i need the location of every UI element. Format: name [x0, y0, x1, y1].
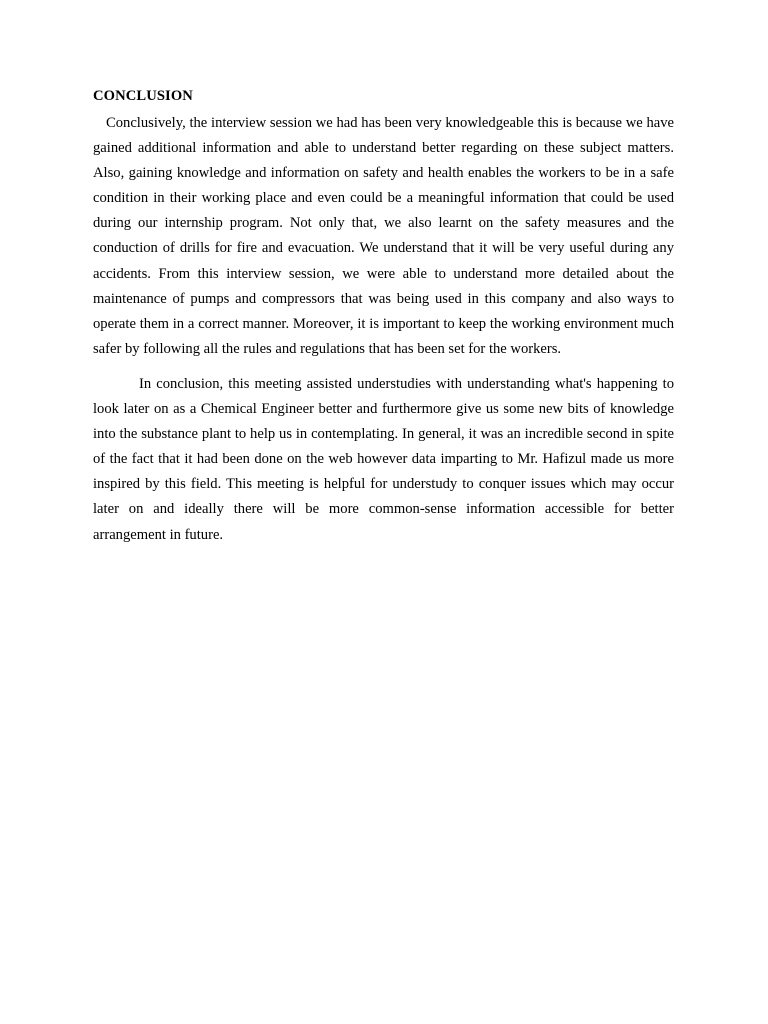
document-body	[93, 86, 674, 548]
paragraph-2: In conclusion, this meeting assisted understudies with understanding what's happening to look later on as a Chemical Engineer better and furthermore give us some new bits of knowledge into the substance plant to help us in contemplating. In general, it was an incredible second in spite of the fact that it had been done on the web however data imparting to Mr. Hafizul made us more inspired by this field. This meeting is helpful for understudy to conquer issues which may occur later on and ideally there will be more common-sense information accessible for better arrangement in future.	[93, 375, 674, 543]
paragraph-1: Conclusively, the interview session we had has been very knowledgeable this is because we have gained additional information and able to understand better regarding on these subject matters. Also, gaining knowledge and information on safety and health enables the workers to be in a safe condition in their working place and even could be a meaningful information that could be used during our internship program. Not only that, we also learnt on the safety measures and the conduction of drills for fire and evacuation. We understand that it will be very useful during any accidents. From this interview session, we were able to understand more detailed about the maintenance of pumps and compressors that was being used in this company and also ways to operate them in a correct manner. Moreover, it is important to keep the working environment much safer by following all the rules and regulations that has been set for the workers.	[93, 115, 674, 357]
section-heading: CONCLUSION	[93, 88, 193, 104]
